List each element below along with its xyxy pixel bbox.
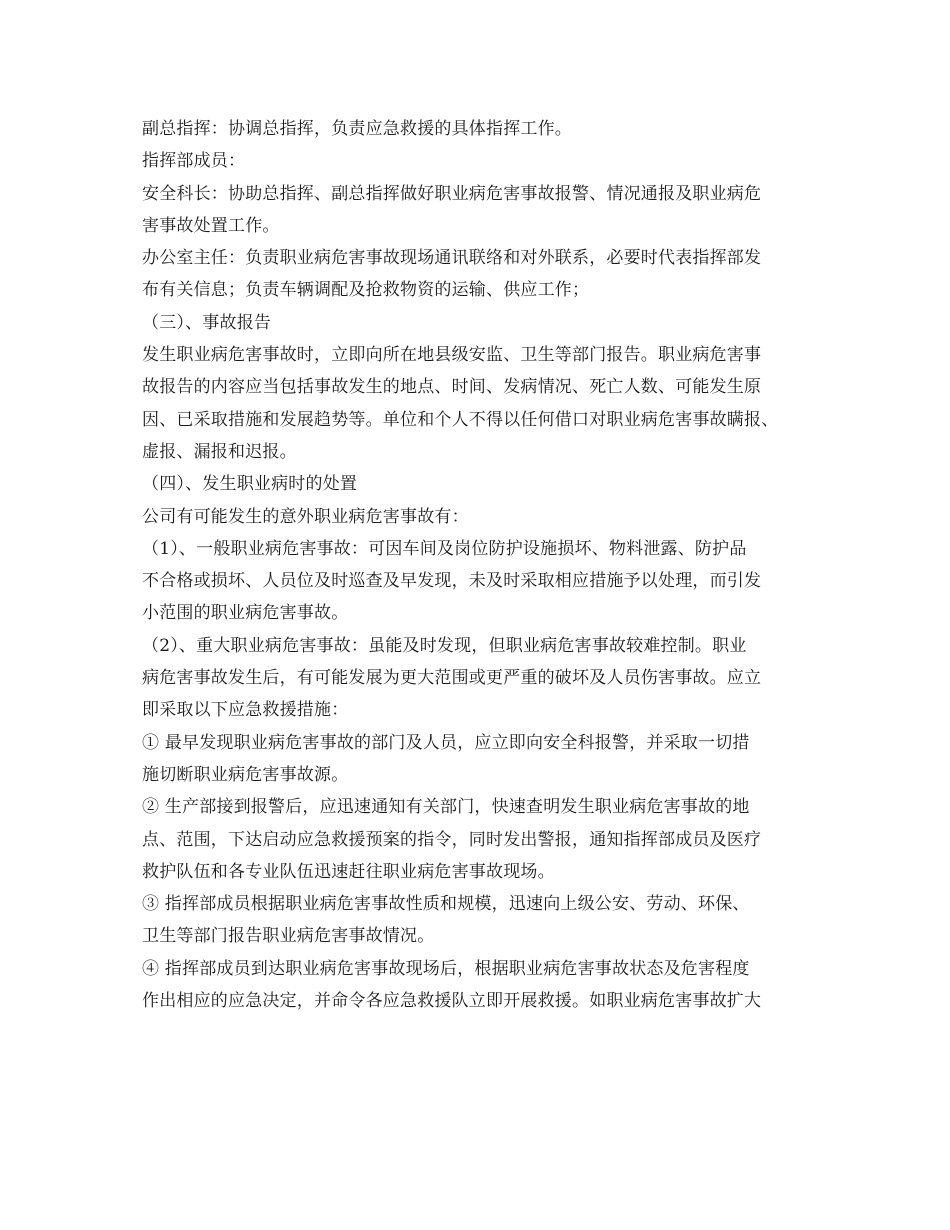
text-line: 作出相应的应急决定，并命令各应急救援队立即开展救援。如职业病危害事故扩大 (142, 991, 762, 1012)
text-line: 发生职业病危害事故时，立即向所在地县级安监、卫生等部门报告。职业病危害事 (142, 345, 762, 366)
text-line: ① 最早发现职业病危害事故的部门及人员，应立即向安全科报警，并采取一切措 (142, 732, 750, 753)
text-line: 点、范围，下达启动应急救援预案的指令，同时发出警报，通知指挥部成员及医疗 (142, 829, 762, 850)
section-heading: （四）、发生职业病时的处置 (142, 474, 358, 495)
text-line: 副总指挥：协调总指挥，负责应急救援的具体指挥工作。 (142, 119, 572, 139)
text-line: 指挥部成员： (142, 151, 246, 172)
text-line: 卫生等部门报告职业病危害事故情况。 (142, 926, 435, 947)
text-line: 不合格或损坏、人员位及时巡查及早发现，未及时采取相应措施予以处理，而引发 (142, 571, 762, 592)
text-line: 故报告的内容应当包括事故发生的地点、时间、发病情况、死亡人数、可能发生原 (142, 377, 762, 398)
text-line: 办公室主任：负责职业病危害事故现场通讯联络和对外联系，必要时代表指挥部发 (142, 248, 762, 269)
text-line: 救护队伍和各专业队伍迅速赶往职业病危害事故现场。 (142, 861, 555, 882)
text-line: 害事故处置工作。 (142, 215, 280, 236)
text-line: 即采取以下应急救援措施： (142, 700, 349, 721)
text-line: 小范围的职业病危害事故。 (142, 603, 349, 624)
text-line: ② 生产部接到报警后，应迅速通知有关部门，快速查明发生职业病危害事故的地 (142, 797, 750, 818)
text-line: ④ 指挥部成员到达职业病危害事故现场后，根据职业病危害事故状态及危害程度 (142, 958, 750, 979)
text-line: 因、已采取措施和发展趋势等。单位和个人不得以任何借口对职业病危害事故瞒报、 (142, 409, 779, 430)
text-line: （2）、重大职业病危害事故：虽能及时发现，但职业病危害事故较难控制。职业 (142, 635, 747, 656)
document-body (142, 113, 832, 1017)
text-line: 虚报、漏报和迟报。 (142, 441, 297, 462)
section-heading: （三）、事故报告 (142, 312, 272, 333)
text-line: （1）、一般职业病危害事故：可因车间及岗位防护设施损坏、物料泄露、防护品 (142, 538, 747, 559)
text-line: 公司有可能发生的意外职业病危害事故有： (142, 506, 469, 527)
text-line: 病危害事故发生后，有可能发展为更大范围或更严重的破坏及人员伤害事故。应立 (142, 668, 762, 689)
text-line: ③ 指挥部成员根据职业病危害事故性质和规模，迅速向上级公安、劳动、环保、 (142, 894, 750, 915)
text-line: 布有关信息；负责车辆调配及抢救物资的运输、供应工作； (142, 280, 590, 301)
text-line: 施切断职业病危害事故源。 (142, 764, 349, 785)
text-line: 安全科长：协助总指挥、副总指挥做好职业病危害事故报警、情况通报及职业病危 (142, 183, 762, 204)
